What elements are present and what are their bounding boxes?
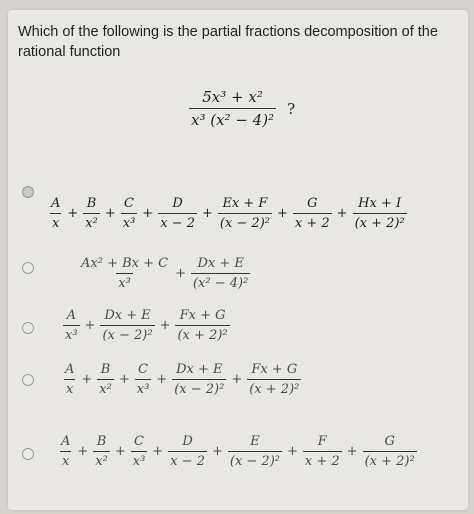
term-denominator: (x − 2)² (228, 451, 282, 469)
plus-sign: + (67, 206, 79, 221)
plus-sign: + (142, 206, 154, 221)
plus-sign: + (159, 318, 171, 333)
term-numerator: F (317, 434, 327, 449)
option-5-term-3 (131, 434, 148, 469)
option-3-term-1 (63, 308, 80, 343)
option-5-term-7 (363, 434, 417, 469)
term-denominator: (x − 2)² (100, 325, 154, 343)
term-denominator: x (50, 213, 61, 231)
option-1-term-2 (83, 196, 100, 231)
plus-sign: + (201, 206, 213, 221)
option-4[interactable] (62, 362, 302, 397)
term-denominator: (x − 2)² (172, 379, 226, 397)
term-denominator: x² (83, 213, 100, 231)
term-numerator: C (134, 434, 144, 449)
plus-sign: + (211, 444, 223, 459)
term-denominator: x + 2 (293, 213, 332, 231)
plus-sign: + (277, 206, 288, 221)
plus-sign: + (287, 444, 298, 459)
option-1-radio[interactable] (22, 186, 34, 198)
term-numerator: Dx + E (104, 308, 151, 323)
function-denominator: x³ (x² − 4)² (189, 108, 276, 129)
term-numerator: Fx + G (251, 362, 298, 377)
option-1-term-1 (49, 196, 62, 231)
option-5-term-6 (303, 434, 342, 469)
plus-sign: + (114, 444, 126, 459)
term-denominator: x² (93, 451, 110, 469)
term-denominator: (x + 2)² (353, 213, 407, 231)
term-denominator: x³ (121, 213, 138, 231)
option-2-radio[interactable] (22, 262, 34, 274)
option-4-term-5 (247, 362, 301, 397)
plus-sign: + (231, 372, 243, 387)
term-numerator: C (138, 362, 148, 377)
term-numerator: Dx + E (197, 256, 244, 271)
plus-sign: + (84, 318, 96, 333)
term-numerator: Ex + F (222, 196, 268, 211)
plus-sign: + (104, 206, 116, 221)
option-3-radio[interactable] (22, 322, 34, 334)
plus-sign: + (118, 372, 130, 387)
option-1-term-4 (158, 196, 197, 231)
term-denominator: (x − 2)² (218, 213, 272, 231)
term-numerator: E (250, 434, 260, 449)
plus-sign: + (81, 372, 93, 387)
term-denominator: x (60, 451, 71, 469)
rational-function (188, 88, 295, 129)
term-numerator: Ax² + Bx + C (81, 256, 169, 271)
option-1-term-7 (353, 196, 407, 231)
option-5-term-4 (168, 434, 207, 469)
term-numerator: B (96, 434, 107, 449)
term-numerator: A (51, 196, 61, 211)
option-4-radio[interactable] (22, 374, 34, 386)
option-4-term-1 (63, 362, 76, 397)
term-numerator: G (384, 434, 395, 449)
term-numerator: A (61, 434, 71, 449)
term-denominator: x (64, 379, 75, 397)
option-1[interactable] (48, 196, 408, 231)
term-denominator: x² (97, 379, 114, 397)
option-3-term-3 (175, 308, 229, 343)
option-1-term-5 (218, 196, 272, 231)
option-5-term-2 (93, 434, 110, 469)
term-numerator: A (65, 362, 75, 377)
question-text: Which of the following is the partial fractions decomposition of the rational function (18, 24, 438, 60)
term-numerator: Dx + E (176, 362, 223, 377)
plus-sign: + (336, 206, 348, 221)
option-5-term-5 (228, 434, 282, 469)
term-numerator: B (100, 362, 111, 377)
plus-sign: + (175, 266, 186, 281)
term-numerator: A (66, 308, 76, 323)
option-2[interactable] (78, 256, 251, 291)
plus-sign: + (346, 444, 358, 459)
option-4-term-3 (135, 362, 152, 397)
option-1-term-6 (293, 196, 332, 231)
term-denominator: (x² − 4)² (191, 273, 250, 291)
term-denominator: x + 2 (303, 451, 342, 469)
term-numerator: Fx + G (179, 308, 226, 323)
term-numerator: Hx + I (358, 196, 402, 211)
plus-sign: + (152, 444, 164, 459)
function-fraction (189, 88, 276, 129)
term-denominator: x³ (131, 451, 148, 469)
function-numerator: 5x³ + x² (202, 88, 263, 106)
term-denominator: (x + 2)² (247, 379, 301, 397)
plus-sign: + (156, 372, 168, 387)
option-5[interactable] (58, 434, 418, 469)
option-1-term-3 (121, 196, 138, 231)
term-denominator: x − 2 (158, 213, 197, 231)
option-3[interactable] (62, 308, 231, 343)
term-numerator: B (86, 196, 97, 211)
term-numerator: D (172, 196, 183, 211)
option-2-term-1 (79, 256, 170, 291)
term-denominator: (x + 2)² (363, 451, 417, 469)
question-mark: ? (287, 99, 296, 118)
term-denominator: x³ (63, 325, 80, 343)
option-4-term-4 (172, 362, 226, 397)
option-4-term-2 (97, 362, 114, 397)
term-denominator: (x + 2)² (175, 325, 229, 343)
term-numerator: D (182, 434, 193, 449)
term-denominator: x³ (135, 379, 152, 397)
term-numerator: C (124, 196, 134, 211)
term-denominator: x − 2 (168, 451, 207, 469)
option-3-term-2 (100, 308, 154, 343)
option-2-term-2 (191, 256, 250, 291)
plus-sign: + (77, 444, 89, 459)
term-numerator: G (307, 196, 318, 211)
term-denominator: x³ (116, 273, 133, 291)
option-5-term-1 (59, 434, 72, 469)
option-5-radio[interactable] (22, 448, 34, 460)
